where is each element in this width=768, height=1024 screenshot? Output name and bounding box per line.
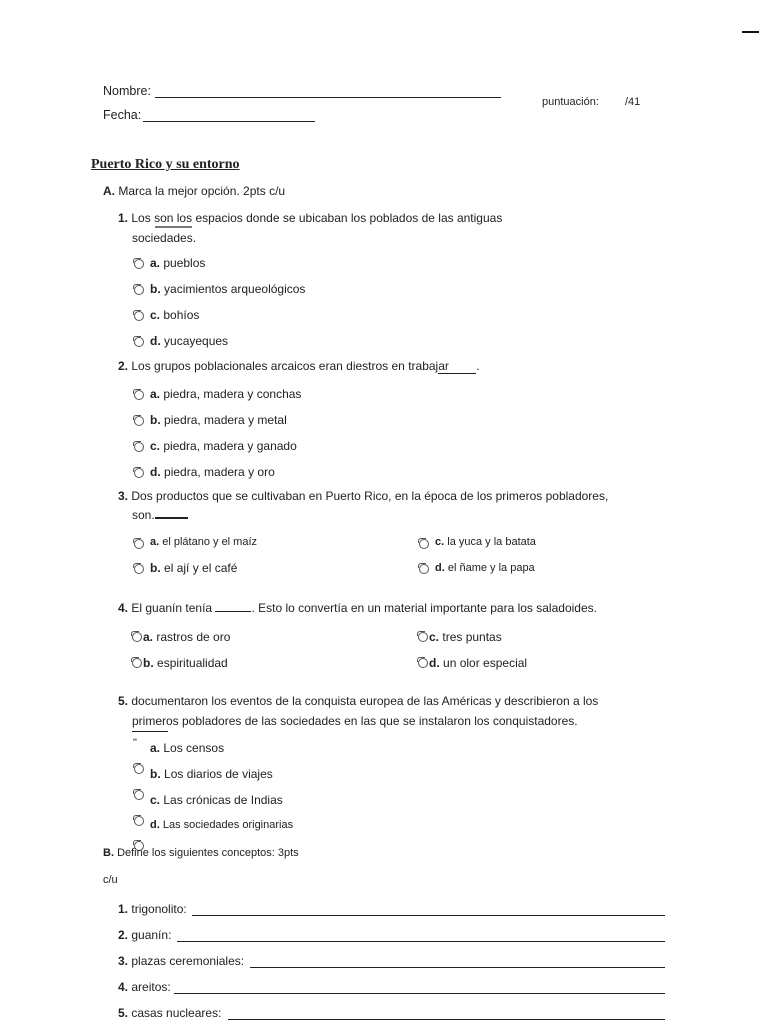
fecha-label: Fecha:: [103, 108, 142, 122]
definition-4: 4. areitos:: [118, 980, 171, 994]
question-1-text-pre: Los: [131, 211, 151, 225]
puntuacion-label: puntuación:: [542, 96, 599, 108]
section-b-instruction: Define los siguientes conceptos: 3pts: [117, 847, 299, 859]
definition-2-field[interactable]: [177, 941, 665, 942]
question-3-line2: son.: [132, 508, 155, 522]
q5-option-c[interactable]: c. Las crónicas de Indias: [150, 793, 283, 807]
question-3-number: 3.: [118, 489, 129, 503]
question-3-line1: Dos productos que se cultivaban en Puerto Rico, en la época de los primeros pobladores,: [131, 489, 609, 503]
q4-option-a-radio[interactable]: [132, 632, 142, 642]
question-3-blank: [155, 517, 188, 519]
q3-option-d-radio[interactable]: [419, 564, 429, 574]
q2-option-a[interactable]: a. piedra, madera y conchas: [150, 387, 302, 401]
question-2-text-end: ar: [438, 359, 449, 373]
q2-option-c-radio[interactable]: [134, 442, 144, 452]
q1-option-b[interactable]: b. yacimientos arqueológicos: [150, 282, 306, 296]
q1-option-b-radio[interactable]: [134, 285, 144, 295]
question-1-text-mid: son los: [154, 211, 193, 225]
section-b-heading: [103, 847, 299, 859]
nombre-field[interactable]: [155, 97, 501, 98]
question-1-line2: sociedades.: [132, 231, 197, 245]
q5-option-b-radio[interactable]: [134, 764, 144, 774]
question-1-number: 1.: [118, 211, 129, 225]
q3-option-a[interactable]: a. el plátano y el maíz: [150, 536, 258, 548]
q3-option-b[interactable]: b. el ají y el café: [150, 561, 238, 575]
q2-option-c[interactable]: c. piedra, madera y ganado: [150, 439, 297, 453]
q3-option-c[interactable]: c. la yuca y la batata: [435, 536, 536, 548]
definition-3-field[interactable]: [250, 967, 665, 968]
q3-option-b-radio[interactable]: [134, 564, 144, 574]
q2-option-d[interactable]: d. piedra, madera y oro: [150, 465, 275, 479]
q1-option-a[interactable]: a. pueblos: [150, 256, 206, 270]
fecha-field[interactable]: [143, 121, 315, 122]
q3-option-c-radio[interactable]: [419, 539, 429, 549]
page-title: Puerto Rico y su entorno: [91, 157, 240, 172]
question-5: [118, 694, 598, 708]
corner-dash: [742, 31, 759, 33]
question-5-number: 5.: [118, 694, 129, 708]
question-2-number: 2.: [118, 359, 129, 373]
q2-option-d-radio[interactable]: [134, 468, 144, 478]
question-2-blank: [438, 359, 476, 374]
q5-option-a-mark: ": [133, 737, 137, 749]
question-5-line2: primeros pobladores de las sociedades en las que se instalaron los conquistadores.: [132, 714, 578, 728]
definition-5-field[interactable]: [228, 1019, 665, 1020]
q4-option-d-radio[interactable]: [418, 658, 428, 668]
question-4-text-pre: El guanín tenía: [131, 601, 213, 615]
definition-1: 1. trigonolito:: [118, 902, 187, 916]
q1-option-c-radio[interactable]: [134, 311, 144, 321]
q4-option-b[interactable]: b. espiritualidad: [143, 656, 228, 670]
question-4-text-post: . Esto lo convertía en un material importante para los saladoides.: [251, 601, 597, 615]
definition-5: 5. casas nucleares:: [118, 1006, 222, 1020]
q1-option-d-radio[interactable]: [134, 337, 144, 347]
question-1: [118, 211, 502, 225]
definition-2: 2. guanín:: [118, 928, 172, 942]
section-b-instruction2: c/u: [103, 874, 118, 886]
question-4: [118, 601, 597, 615]
q4-option-c[interactable]: c. tres puntas: [429, 630, 502, 644]
question-4-blank: [215, 611, 251, 612]
q4-option-c-radio[interactable]: [418, 632, 428, 642]
question-2: 2. Los grupos poblacionales arcaicos eran diestros en trabajar .: [118, 359, 480, 373]
q5-option-d-radio[interactable]: [134, 816, 144, 826]
question-3: [118, 489, 608, 503]
section-a-heading: [103, 184, 285, 198]
section-b-letter: B.: [103, 847, 114, 859]
question-3-line2-wrap: [132, 508, 188, 522]
q4-option-b-radio[interactable]: [132, 658, 142, 668]
q1-option-a-radio[interactable]: [134, 259, 144, 269]
q4-option-d[interactable]: d. un olor especial: [429, 656, 528, 670]
q5-option-a[interactable]: a. Los censos: [150, 741, 225, 755]
question-2-text: Los grupos poblacionales arcaicos eran diestros en trabaj: [131, 359, 439, 373]
question-1-underline: [155, 226, 192, 228]
q3-option-a-radio[interactable]: [134, 539, 144, 549]
section-a-letter: A.: [103, 184, 115, 198]
nombre-label: Nombre:: [103, 84, 151, 98]
q3-option-d[interactable]: d. el ñame y la papa: [435, 562, 535, 574]
definition-4-field[interactable]: [174, 993, 665, 994]
question-4-number: 4.: [118, 601, 129, 615]
q2-option-b-radio[interactable]: [134, 416, 144, 426]
puntuacion-total: /41: [625, 96, 641, 108]
question-1-text-post: espacios donde se ubicaban los poblados de las antiguas: [195, 211, 503, 225]
section-a-instruction: Marca la mejor opción. 2pts c/u: [118, 184, 286, 198]
q5-option-b[interactable]: b. Los diarios de viajes: [150, 767, 273, 781]
q2-option-b[interactable]: b. piedra, madera y metal: [150, 413, 287, 427]
question-5-blank: [132, 731, 168, 732]
q2-option-a-radio[interactable]: [134, 390, 144, 400]
definition-1-field[interactable]: [192, 915, 665, 916]
definition-3: 3. plazas ceremoniales:: [118, 954, 245, 968]
q4-option-a[interactable]: a. rastros de oro: [143, 630, 231, 644]
q1-option-c[interactable]: c. bohíos: [150, 308, 200, 322]
question-5-line1: documentaron los eventos de la conquista europea de las Américas y describieron a los: [131, 694, 599, 708]
q5-option-c-radio[interactable]: [134, 790, 144, 800]
q5-option-d[interactable]: d. Las sociedades originarias: [150, 819, 294, 831]
q1-option-d[interactable]: d. yucayeques: [150, 334, 229, 348]
